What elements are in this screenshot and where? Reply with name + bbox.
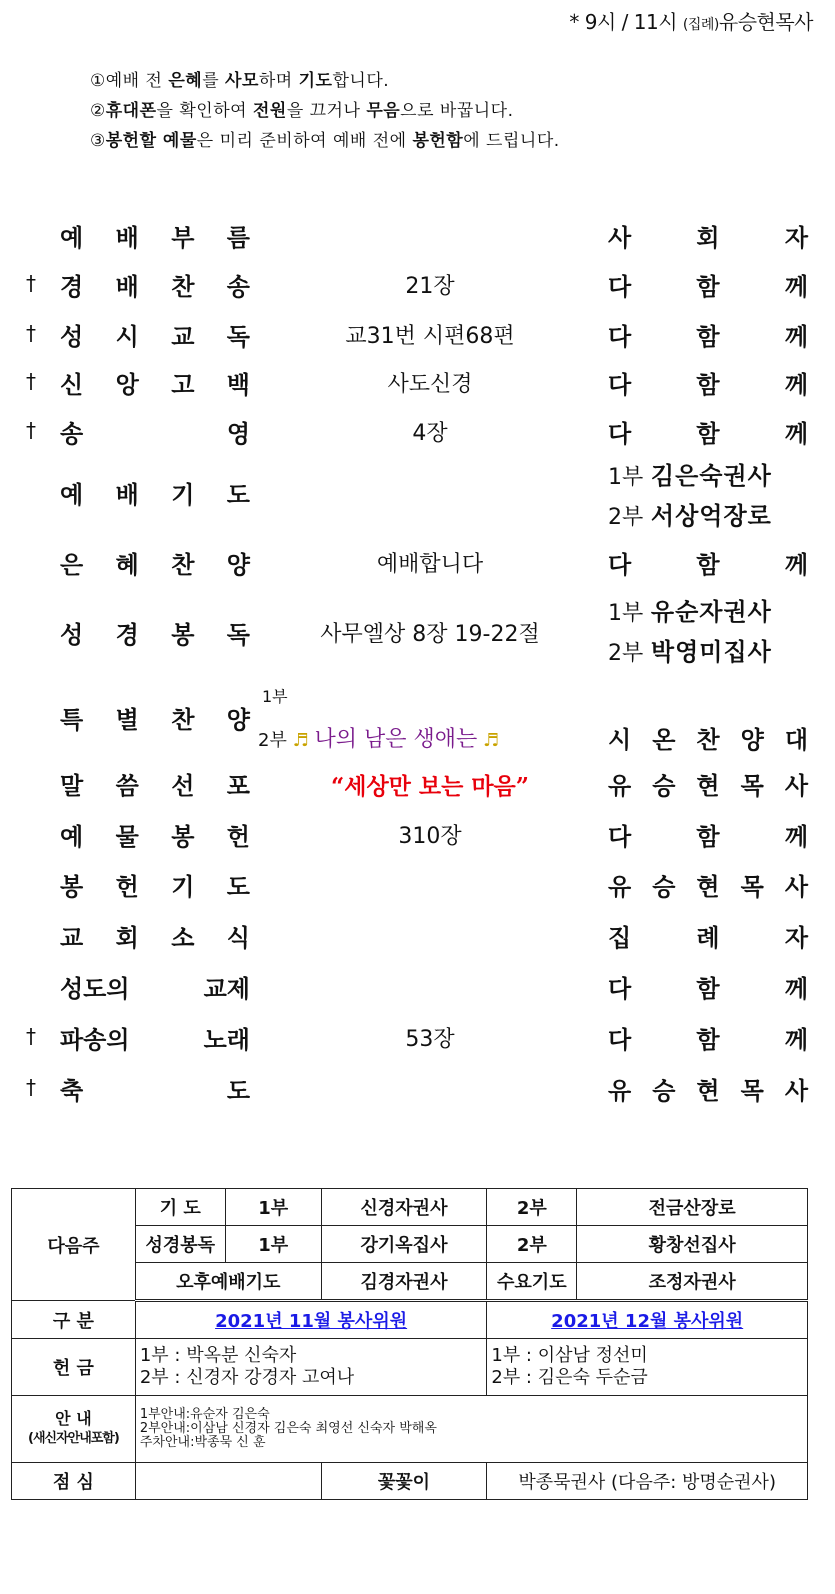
leader-char: 대 <box>784 726 808 754</box>
title-char: 특 <box>60 706 84 734</box>
leader-char: 승 <box>652 873 676 901</box>
officiant-role: (집례) <box>682 17 719 33</box>
notice-line <box>90 96 560 126</box>
lunch-label: 점 심 <box>12 1463 136 1500</box>
title-char: 별 <box>115 706 139 734</box>
item-detail: 21장 <box>405 274 455 299</box>
title-char: 독 <box>226 323 250 351</box>
leader-char: 함 <box>696 323 720 351</box>
leader-line <box>608 457 818 497</box>
reading-leaders <box>608 593 818 673</box>
title-char: 씀 <box>115 772 139 800</box>
title-char: 헌 <box>226 823 250 851</box>
item-detail: 교31번 시편68편 <box>345 324 515 349</box>
officiant-name: 유승현목사 <box>718 10 813 34</box>
cross-mark: † <box>26 1075 36 1099</box>
leader-char: 자 <box>784 924 808 952</box>
leader-char: 사 <box>784 873 808 901</box>
service-committee-table <box>11 1188 808 1500</box>
title-char: 예 <box>60 823 84 851</box>
item-title <box>60 918 250 953</box>
item-detail: 예배합니다 <box>376 552 484 577</box>
leader-char: 시 <box>608 726 632 754</box>
item-title <box>60 817 250 852</box>
leader-char: 다 <box>608 371 632 399</box>
leader-char: 현 <box>696 1077 720 1105</box>
item-title <box>60 218 250 253</box>
leader-char: 께 <box>784 551 808 579</box>
next-prayer-part1: 1부 <box>225 1189 321 1226</box>
leader-char: 다 <box>608 273 632 301</box>
guide-label-main: 안 내 <box>55 1409 92 1428</box>
title-char: 성도의 <box>60 975 130 1003</box>
title-char: 백 <box>226 371 250 399</box>
item-leader <box>608 1020 808 1055</box>
title-char: 배 <box>115 224 139 252</box>
title-char: 축 <box>60 1077 84 1105</box>
item-leader <box>608 817 808 852</box>
item-title <box>60 1071 250 1106</box>
title-char: 예 <box>60 481 84 509</box>
leader-char: 유 <box>608 772 632 800</box>
leader-char: 다 <box>608 1026 632 1054</box>
title-char: 교 <box>60 924 84 952</box>
leader-char: 집 <box>608 924 632 952</box>
leader-char: 현 <box>696 772 720 800</box>
leader-char: 례 <box>696 924 720 952</box>
notice-text: 를 <box>202 71 226 91</box>
notice-emphasis: 무음 <box>366 101 401 121</box>
special-song-line <box>258 722 499 753</box>
item-leader <box>608 720 808 755</box>
leader-char: 께 <box>784 1026 808 1054</box>
notice-emphasis: 사모 <box>225 71 259 91</box>
leader-name: 서상억장로 <box>650 502 772 530</box>
notice-number: ③ <box>90 131 106 151</box>
leader-char: 다 <box>608 323 632 351</box>
guide-line2: 2부안내:이삼남 신경자 김은숙 최영선 신숙자 박해옥 <box>139 1421 437 1436</box>
nov-committee-link[interactable]: 2021년 11월 봉사위원 <box>215 1311 408 1332</box>
title-char: 회 <box>115 924 139 952</box>
leader-line <box>608 497 818 537</box>
item-title <box>60 1020 250 1055</box>
item-detail: 53장 <box>405 1027 455 1052</box>
item-title <box>60 615 250 650</box>
guide-details <box>135 1396 807 1463</box>
leader-char: 다 <box>608 420 632 448</box>
title-char: 식 <box>226 924 250 952</box>
part-label: 1부 <box>608 465 644 490</box>
title-char: 고 <box>171 371 195 399</box>
title-char: 영 <box>226 420 250 448</box>
title-char: 도 <box>226 1077 250 1105</box>
next-reading-name2: 황창선집사 <box>577 1226 808 1263</box>
nov-offering-line1: 1부 : 박옥분 신숙자 <box>139 1345 297 1366</box>
leader-char: 사 <box>784 1077 808 1105</box>
leader-char: 다 <box>608 823 632 851</box>
leader-name: 김은숙권사 <box>650 462 772 490</box>
order-row <box>0 210 835 260</box>
title-char: 배 <box>115 273 139 301</box>
item-leader <box>608 1071 808 1106</box>
notice-text: 을 확인하여 <box>156 101 253 121</box>
title-char: 부 <box>171 224 195 252</box>
title-char: 송 <box>60 420 84 448</box>
lunch-text: 박종묵권사 (다음주: 방명순권사) <box>487 1463 808 1500</box>
next-week-label: 다음주 <box>12 1189 136 1301</box>
order-row <box>0 1063 835 1113</box>
title-char: 경 <box>115 621 139 649</box>
sermon-title: “세상만 보는 마음” <box>331 773 529 800</box>
guide-label <box>12 1396 136 1463</box>
notice-line <box>90 66 560 96</box>
dec-offering-line1: 1부 : 이삼남 정선미 <box>491 1345 648 1366</box>
leader-name: 유순자권사 <box>650 598 772 626</box>
item-title <box>60 475 250 510</box>
notice-number: ① <box>90 71 106 91</box>
notice-emphasis: 봉헌할 예물 <box>105 131 197 151</box>
leader-char: 께 <box>784 273 808 301</box>
next-prayer-name2: 전금산장로 <box>577 1189 808 1226</box>
title-char: 기 <box>171 481 195 509</box>
title-char: 혜 <box>115 551 139 579</box>
cross-mark: † <box>26 418 36 442</box>
item-leader <box>608 365 808 400</box>
next-reading-part1: 1부 <box>225 1226 321 1263</box>
notice-emphasis: 봉헌함 <box>412 131 464 151</box>
leader-char: 찬 <box>696 726 720 754</box>
leader-char: 자 <box>784 224 808 252</box>
offering-label: 헌 금 <box>12 1339 136 1396</box>
item-title <box>60 867 250 902</box>
lunch-team: 꽃꽃이 <box>321 1463 487 1500</box>
title-char: 시 <box>115 323 139 351</box>
item-detail: 사도신경 <box>387 372 473 397</box>
leader-char: 함 <box>696 420 720 448</box>
lunch-empty <box>135 1463 321 1500</box>
title-char: 성 <box>60 323 84 351</box>
part-label: 2부 <box>608 505 644 530</box>
order-row <box>0 961 835 1011</box>
leader-char: 양 <box>740 726 764 754</box>
notice-text: 하며 <box>258 71 299 91</box>
leader-char: 사 <box>784 772 808 800</box>
title-char: 선 <box>171 772 195 800</box>
notice-text: 에 드립니다. <box>463 131 560 151</box>
pm-prayer-label: 오후예배기도 <box>135 1263 321 1301</box>
title-char: 교제 <box>203 975 250 1003</box>
item-title <box>60 700 250 735</box>
item-leader <box>608 766 808 801</box>
item-leader <box>608 545 808 580</box>
leader-char: 함 <box>696 551 720 579</box>
item-leader <box>608 267 808 302</box>
title-char: 도 <box>226 873 250 901</box>
item-detail: 4장 <box>412 421 448 446</box>
title-char: 찬 <box>171 551 195 579</box>
pm-prayer-name: 김경자권사 <box>321 1263 487 1301</box>
item-leader <box>608 414 808 449</box>
order-row-sermon <box>0 758 835 808</box>
part2-label: 2부 <box>258 730 287 751</box>
leader-line <box>608 633 818 673</box>
next-reading-part2: 2부 <box>487 1226 577 1263</box>
next-prayer-label: 기 도 <box>135 1189 225 1226</box>
title-char: 찬 <box>171 273 195 301</box>
leader-char: 께 <box>784 975 808 1003</box>
leader-char: 목 <box>740 772 764 800</box>
part1-label: 1부 <box>262 687 288 706</box>
guide-label-sub: (새신자안내포함) <box>28 1431 119 1446</box>
part-label: 2부 <box>608 641 644 666</box>
leader-char: 현 <box>696 873 720 901</box>
leader-char: 다 <box>608 975 632 1003</box>
title-char: 도 <box>226 481 250 509</box>
order-row <box>0 537 835 587</box>
title-char: 봉 <box>60 873 84 901</box>
order-row <box>0 809 835 859</box>
item-title <box>60 365 250 400</box>
cross-mark: † <box>26 1024 36 1048</box>
order-row-reading <box>0 598 835 685</box>
order-row <box>0 259 835 309</box>
title-char: 말 <box>60 772 84 800</box>
title-char: 헌 <box>115 873 139 901</box>
title-char: 봉 <box>171 621 195 649</box>
title-char: 독 <box>226 621 250 649</box>
dec-committee-link[interactable]: 2021년 12월 봉사위원 <box>551 1311 744 1332</box>
notice-line <box>90 126 560 156</box>
leader-char: 사 <box>608 224 632 252</box>
title-char: 은 <box>60 551 84 579</box>
leader-char: 께 <box>784 371 808 399</box>
dec-offering-line2: 2부 : 김은숙 두순금 <box>491 1367 648 1388</box>
title-char: 배 <box>115 481 139 509</box>
order-row <box>0 910 835 960</box>
item-title <box>60 317 250 352</box>
title-char: 성 <box>60 621 84 649</box>
notice-number: ② <box>90 101 106 121</box>
part-label: 1부 <box>608 601 644 626</box>
order-row <box>0 1012 835 1062</box>
guide-line1: 1부안내:유순자 김은숙 <box>139 1407 270 1422</box>
leader-char: 다 <box>608 551 632 579</box>
order-row <box>0 357 835 407</box>
star-mark: * <box>569 10 579 34</box>
cross-mark: † <box>26 271 36 295</box>
special-song-title: 나의 남은 생애는 <box>314 727 478 752</box>
leader-char: 목 <box>740 1077 764 1105</box>
item-leader <box>608 218 808 253</box>
title-char: 앙 <box>115 371 139 399</box>
leader-char: 께 <box>784 420 808 448</box>
notice-emphasis: 휴대폰 <box>105 101 157 121</box>
notice-text: 은 미리 준비하여 예배 전에 <box>196 131 413 151</box>
service-times: 9시 / 11시 <box>584 10 678 34</box>
leader-name: 박영미집사 <box>650 638 772 666</box>
order-row-special <box>0 680 835 760</box>
item-title <box>60 267 250 302</box>
next-reading-label: 성경봉독 <box>135 1226 225 1263</box>
leader-char: 함 <box>696 975 720 1003</box>
title-char: 물 <box>115 823 139 851</box>
leader-char: 께 <box>784 823 808 851</box>
title-char: 신 <box>60 371 84 399</box>
wed-prayer-label: 수요기도 <box>487 1263 577 1301</box>
leader-char: 함 <box>696 371 720 399</box>
leader-char: 온 <box>652 726 676 754</box>
order-row <box>0 859 835 909</box>
title-char: 기 <box>171 873 195 901</box>
leader-char: 승 <box>652 1077 676 1105</box>
notice-text: 합니다. <box>332 71 390 91</box>
leader-char: 회 <box>696 224 720 252</box>
cross-mark: † <box>26 321 36 345</box>
cross-mark: † <box>26 369 36 393</box>
title-char: 송 <box>226 273 250 301</box>
leader-line <box>608 593 818 633</box>
notice-text: 으로 바꿉니다. <box>400 101 514 121</box>
title-char: 예 <box>60 224 84 252</box>
next-prayer-name1: 신경자권사 <box>321 1189 487 1226</box>
title-char: 봉 <box>171 823 195 851</box>
item-title <box>60 969 250 1004</box>
title-char: 름 <box>226 224 250 252</box>
music-note-icon: ♬ <box>482 730 500 751</box>
order-row-prayer <box>0 462 835 545</box>
leader-char: 승 <box>652 772 676 800</box>
leader-char: 유 <box>608 873 632 901</box>
leader-char: 함 <box>696 273 720 301</box>
prayer-leaders <box>608 457 818 537</box>
leader-char: 함 <box>696 823 720 851</box>
notice-text: 을 끄거나 <box>286 101 367 121</box>
title-char: 경 <box>60 273 84 301</box>
committee-label: 구 분 <box>12 1301 136 1339</box>
wed-prayer-name: 조정자권사 <box>577 1263 808 1301</box>
title-char: 파송의 <box>60 1026 130 1054</box>
title-char: 소 <box>171 924 195 952</box>
item-detail: 310장 <box>398 824 462 849</box>
order-row <box>0 406 835 456</box>
next-prayer-part2: 2부 <box>487 1189 577 1226</box>
title-char: 노래 <box>203 1026 250 1054</box>
title-char: 찬 <box>171 706 195 734</box>
item-leader <box>608 867 808 902</box>
music-note-icon: ♬ <box>292 730 309 751</box>
leader-char: 께 <box>784 323 808 351</box>
dec-offering <box>487 1339 808 1396</box>
notice-emphasis: 은혜 <box>168 71 203 91</box>
nov-offering-line2: 2부 : 신경자 강경자 고여나 <box>139 1367 355 1388</box>
item-leader <box>608 317 808 352</box>
title-char: 양 <box>226 706 250 734</box>
order-row <box>0 309 835 359</box>
title-char: 교 <box>171 323 195 351</box>
next-reading-name1: 강기옥집사 <box>321 1226 487 1263</box>
worship-notices <box>90 66 560 156</box>
notice-text: 예배 전 <box>105 71 169 91</box>
leader-char: 목 <box>740 873 764 901</box>
notice-emphasis: 기도 <box>298 71 333 91</box>
service-time-note <box>569 6 813 35</box>
item-leader <box>608 918 808 953</box>
item-title <box>60 766 250 801</box>
leader-char: 함 <box>696 1026 720 1054</box>
leader-char: 유 <box>608 1077 632 1105</box>
item-title <box>60 545 250 580</box>
item-leader <box>608 969 808 1004</box>
guide-line3: 주차안내:박종묵 신 훈 <box>139 1435 266 1450</box>
title-char: 양 <box>226 551 250 579</box>
item-detail: 사무엘상 8장 19-22절 <box>320 622 540 647</box>
nov-offering <box>135 1339 487 1396</box>
notice-emphasis: 전원 <box>252 101 287 121</box>
item-title <box>60 414 250 449</box>
title-char: 포 <box>226 772 250 800</box>
